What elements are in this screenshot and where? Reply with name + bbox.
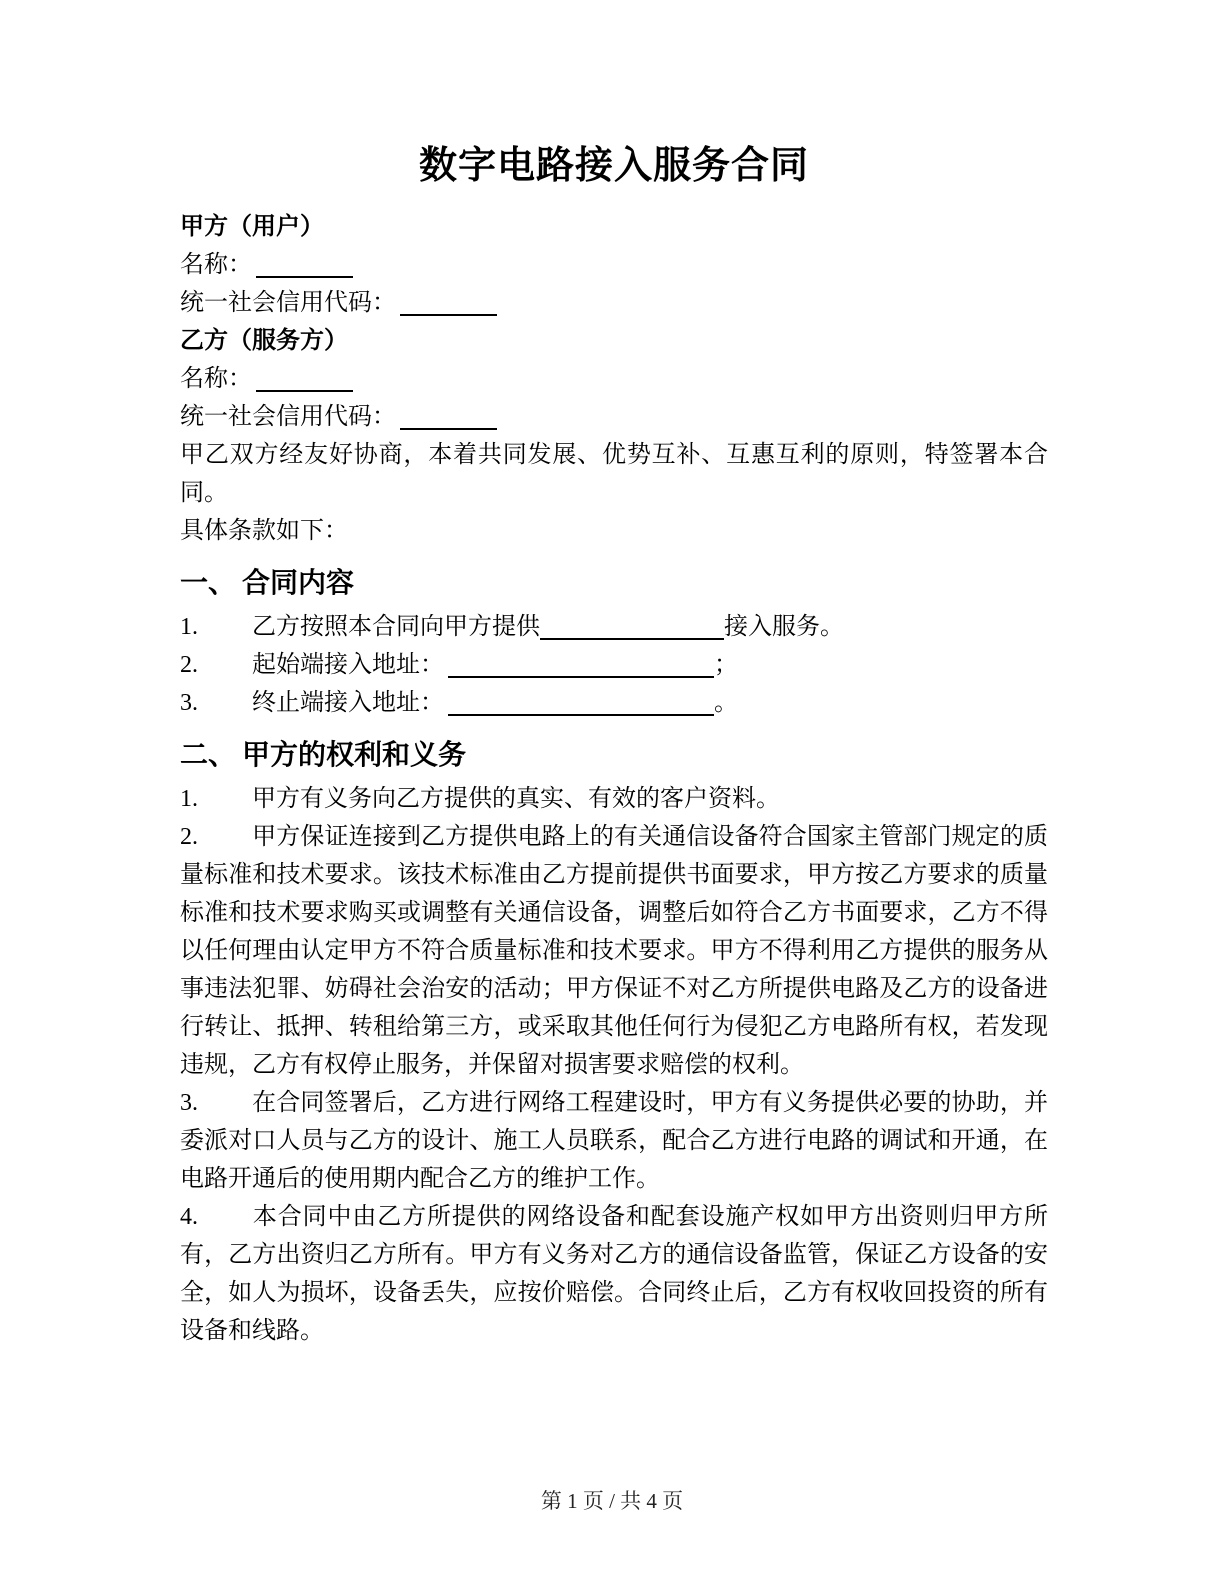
credit-code-label: 统一社会信用代码： — [180, 290, 396, 316]
item-text: 接入服务。 — [724, 614, 844, 640]
section-2-heading — [180, 732, 1048, 778]
document-title: 数字电路接入服务合同 — [418, 145, 809, 187]
fill-in-blank — [400, 428, 497, 430]
fill-in-blank — [540, 638, 724, 640]
item-number: 3. — [180, 1090, 198, 1116]
item-number: 1. — [180, 614, 198, 640]
section-number: 二、 — [180, 739, 237, 770]
item-text: 在合同签署后，乙方进行网络工程建设时，甲方有义务提供必要的协助，并委派对口人员与乙方的设计、施工人员联系，配合乙方进行电路的调试和开通，在电路开通后的使用期内配合乙方的维护工作。 — [180, 1090, 1048, 1192]
fill-in-blank — [400, 314, 497, 316]
list-item — [180, 684, 1048, 722]
credit-code-label: 统一社会信用代码： — [180, 404, 396, 430]
list-item — [180, 646, 1048, 684]
list-item — [180, 818, 1048, 1084]
item-text: ； — [714, 652, 738, 678]
list-item — [180, 780, 1048, 818]
item-number: 1. — [180, 786, 198, 812]
party-b-name-line — [180, 360, 1048, 398]
party-a-credit-code-line — [180, 284, 1048, 322]
fill-in-blank — [256, 390, 353, 392]
list-item — [180, 1084, 1048, 1198]
document-body — [180, 142, 1048, 1350]
preamble-line: 具体条款如下： — [180, 518, 348, 544]
fill-in-blank — [448, 714, 714, 716]
item-text: 本合同中由乙方所提供的网络设备和配套设施产权如甲方出资则归甲方所有，乙方出资归乙方所有。甲方有义务对乙方的通信设备监管，保证乙方设备的安全，如人为损坏，设备丢失，应按价赔偿。合同终止后，乙方有权收回投资的所有设备和线路。 — [180, 1204, 1048, 1344]
item-text: 甲方有义务向乙方提供的真实、有效的客户资料。 — [252, 786, 780, 812]
item-number: 4. — [180, 1204, 198, 1230]
page-number: 第 1 页 / 共 4 页 — [540, 1489, 684, 1513]
preamble-line: 甲乙双方经友好协商，本着共同发展、优势互补、互惠互利的原则，特签署本合同。 — [180, 442, 1048, 506]
name-label: 名称： — [180, 366, 252, 392]
fill-in-blank — [448, 676, 714, 678]
item-number: 3. — [180, 690, 198, 716]
party-a-heading: 甲方（用户） — [180, 213, 324, 240]
party-b-heading: 乙方（服务方） — [180, 327, 348, 354]
item-text: 甲方保证连接到乙方提供电路上的有关通信设备符合国家主管部门规定的质量标准和技术要求。该技术标准由乙方提前提供书面要求，甲方按乙方要求的质量标准和技术要求购买或调整有关通信设备，调整后如符合乙方书面要求，乙方不得以任何理由认定甲方不符合质量标准和技术要求。甲方不得利用乙方提供的服务从事违法犯罪、妨碍社会治安的活动；甲方保证不对乙方所提供电路及乙方的设备进行转让、抵押、转租给第三方，或采取其他任何行为侵犯乙方电路所有权，若发现违规，乙方有权停止服务，并保留对损害要求赔偿的权利。 — [180, 824, 1048, 1078]
list-item — [180, 608, 1048, 646]
item-text: 起始端接入地址： — [252, 652, 444, 678]
list-item — [180, 1198, 1048, 1350]
section-number: 一、 — [180, 567, 237, 598]
party-a-name-line — [180, 246, 1048, 284]
item-text: 乙方按照本合同向甲方提供 — [252, 614, 540, 640]
name-label: 名称： — [180, 252, 252, 278]
section-1-heading — [180, 560, 1048, 606]
item-number: 2. — [180, 652, 198, 678]
item-text: 终止端接入地址： — [252, 690, 444, 716]
party-b-credit-code-line — [180, 398, 1048, 436]
item-number: 2. — [180, 824, 198, 850]
section-title: 甲方的权利和义务 — [242, 739, 467, 770]
fill-in-blank — [256, 276, 353, 278]
section-title: 合同内容 — [242, 567, 355, 598]
item-text: 。 — [714, 690, 738, 716]
